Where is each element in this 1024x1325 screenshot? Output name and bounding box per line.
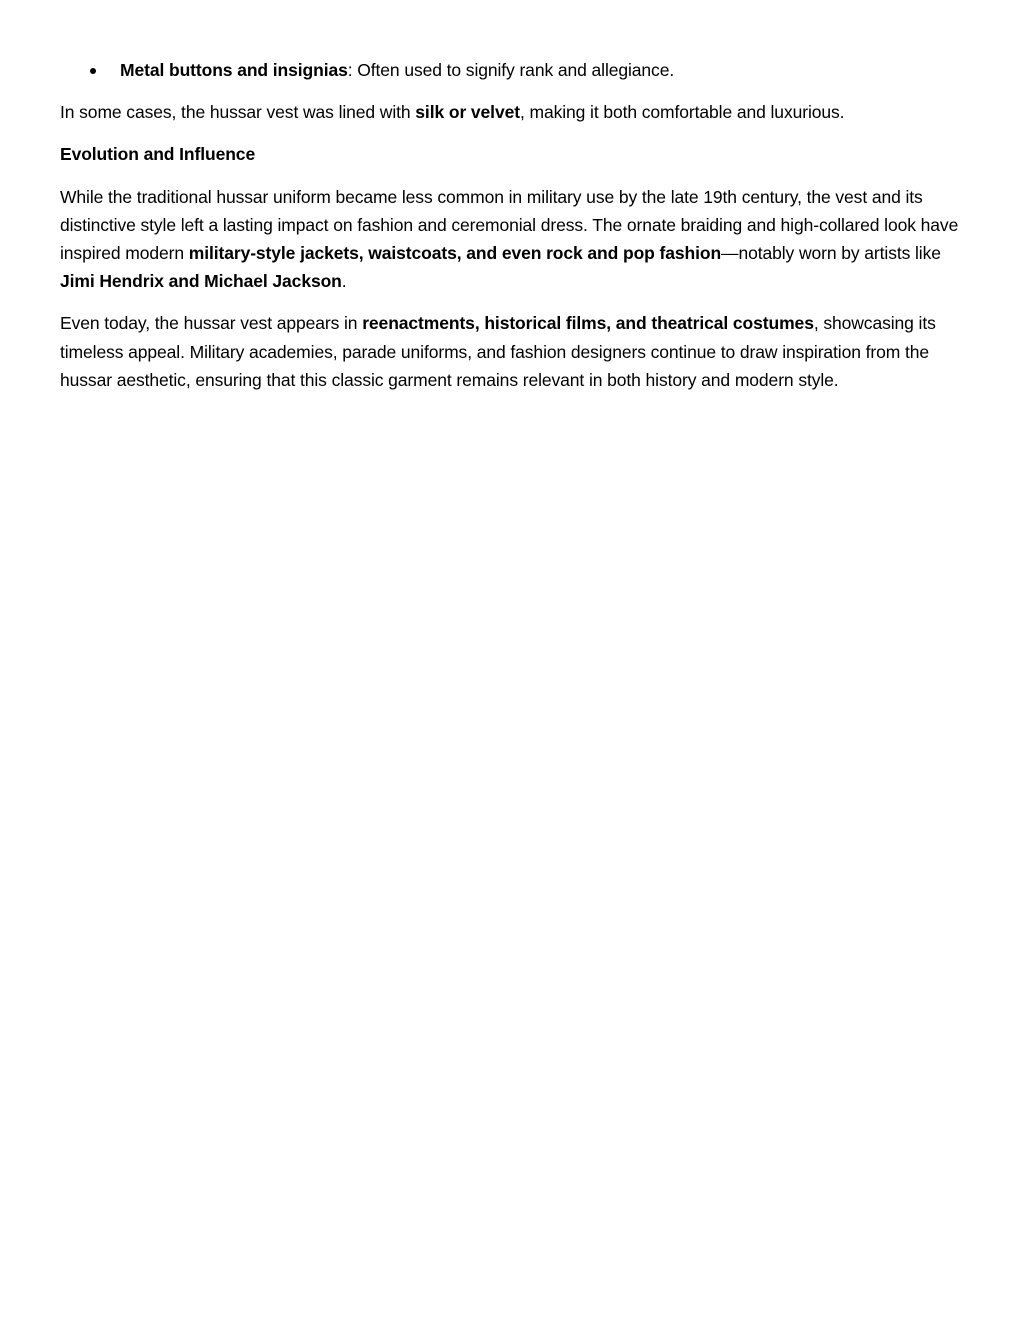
today-text-end: , showcasing its timeless appeal. Military academies, parade uniforms, and fashion designers continue to draw inspiration from the hussar aesthetic, ensuring that this classic garment remains relevant in both history and modern style. xyxy=(60,313,936,390)
lining-emphasis: silk or velvet xyxy=(415,102,520,123)
lining-paragraph xyxy=(60,98,966,126)
lining-text-start: In some cases, the hussar vest was lined with xyxy=(60,102,416,123)
evolution-emphasis-artists: Jimi Hendrix and Michael Jackson xyxy=(60,271,342,292)
section-heading: Evolution and Influence xyxy=(60,144,256,165)
document-page xyxy=(60,56,966,408)
list-item-description: : Often used to signify rank and allegiance. xyxy=(347,60,675,80)
evolution-text-start: While the traditional hussar uniform became less common in military use by the late 19th century, the vest and its distinctive style left a lasting impact on fashion and ceremonial dress. The ornate braiding and high-collared look have inspired modern xyxy=(60,186,959,264)
evolution-text-middle: —notably worn by artists like xyxy=(721,243,941,264)
evolution-text-end: . xyxy=(341,271,347,292)
today-emphasis: reenactments, historical films, and theatrical costumes xyxy=(362,313,814,334)
bullet-icon xyxy=(90,68,96,74)
today-paragraph xyxy=(60,309,966,394)
today-text-start: Even today, the hussar vest appears in xyxy=(60,313,363,334)
list-item-term: Metal buttons and insignias xyxy=(120,60,348,80)
list-item xyxy=(60,56,966,84)
evolution-paragraph xyxy=(60,183,966,296)
lining-text-end: , making it both comfortable and luxurious. xyxy=(519,102,845,123)
feature-list xyxy=(60,56,966,84)
evolution-emphasis-fashion: military-style jackets, waistcoats, and even rock and pop fashion xyxy=(188,243,722,264)
